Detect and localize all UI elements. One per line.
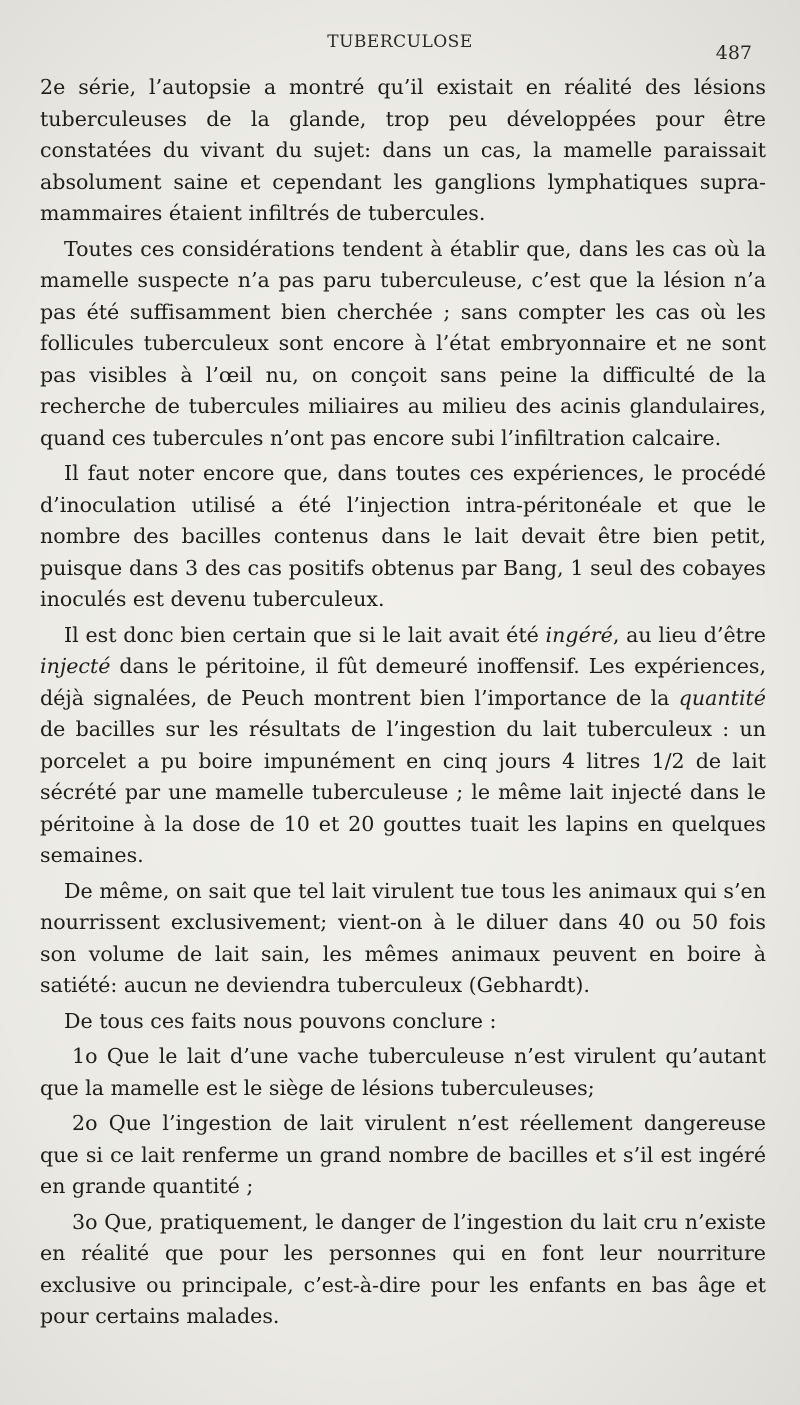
paragraph-text: 1o Que le lait d’une vache tuberculeuse n’est virulent qu’autant que la mamelle est le siège de lésions tuberculeuses; [40,1044,766,1100]
paragraph-text: De même, on sait que tel lait virulent tue tous les animaux qui s’en nourrissent exclusivement; vient-on à le diluer dans 40 ou 50 fois son volume de lait sain, les mêmes animaux peuvent en boire à satiété: aucun ne deviendra tuberculeux (Gebhardt). [40,878,766,997]
paragraph-text: 2o Que l’ingestion de lait virulent n’est réellement dangereuse que si ce lait renferme un grand nombre de bacilles et s’il est ingéré en grande quantité ; [40,1111,766,1198]
running-title: TUBERCULOSE [327,32,473,52]
paragraph-inoculation [40,458,766,616]
emphasis-ingere: ingéré [545,622,613,647]
paragraph-ingestion [40,620,766,872]
paragraph-text: dans le péritoine, il fût demeuré inoffensif. Les expériences, déjà signalées, de Peuch montrent bien l’importance de la [40,654,766,710]
paragraph-considerations [40,234,766,455]
running-head [0,32,800,64]
paragraph-autopsy [40,72,766,230]
conclusion-item-1 [40,1041,766,1104]
page-number: 487 [715,42,752,64]
body-text [40,72,766,1337]
emphasis-quantite: quantité [678,685,766,710]
paragraph-text: de bacilles sur les résultats de l’ingestion du lait tuberculeux : un porcelet a pu boire impunément en cinq jours 4 litres 1/2 de lait sécrété par une mamelle tuberculeuse ; le même lait injecté dans le péritoine à la dose de 10 et 20 gouttes tuait les lapins en quelques semaines. [40,717,766,867]
paragraph-text: , au lieu d’être [612,622,766,647]
conclusion-item-3 [40,1207,766,1333]
emphasis-injecte: injecté [40,654,111,678]
paragraph-conclusion-intro [40,1006,766,1038]
paragraph-text: 2e série, l’autopsie a montré qu’il existait en réalité des lésions tuberculeuses de la glande, trop peu développées pour être constatées du vivant du sujet: dans un cas, la mamelle paraissait absolument saine et cependant les ganglions lymphatiques supra-mammaires étaient infiltrés de tubercules. [40,75,766,225]
paragraph-dilution [40,876,766,1002]
paragraph-text: De tous ces faits nous pouvons conclure : [64,1008,497,1033]
paragraph-text: 3o Que, pratiquement, le danger de l’ingestion du lait cru n’existe en réalité que pour les personnes qui en font leur nourriture exclusive ou principale, c’est-à-dire pour les enfants en bas âge et pour certains malades. [40,1209,766,1328]
paragraph-text: Il est donc bien certain que si le lait avait été [64,622,546,647]
paragraph-text: Toutes ces considérations tendent à établir que, dans les cas où la mamelle suspecte n’a pas paru tuberculeuse, c’est que la lésion n’a pas été suffisamment bien cherchée ; sans compter les cas où les follicules tuberculeux sont encore à l’état embryonnaire et ne sont pas visibles à l’œil nu, on conçoit sans peine la difficulté de la recherche de tubercules miliaires au milieu des acinis glandulaires, quand ces tubercules n’ont pas encore subi l’infiltration calcaire. [40,236,766,450]
paragraph-text: Il faut noter encore que, dans toutes ces expériences, le procédé d’inoculation utilisé a été l’injection intra-péritonéale et que le nombre des bacilles contenus dans le lait devait être bien petit, puisque dans 3 des cas positifs obtenus par Bang, 1 seul des cobayes inoculés est devenu tuberculeux. [40,461,766,611]
conclusion-item-2 [40,1108,766,1203]
